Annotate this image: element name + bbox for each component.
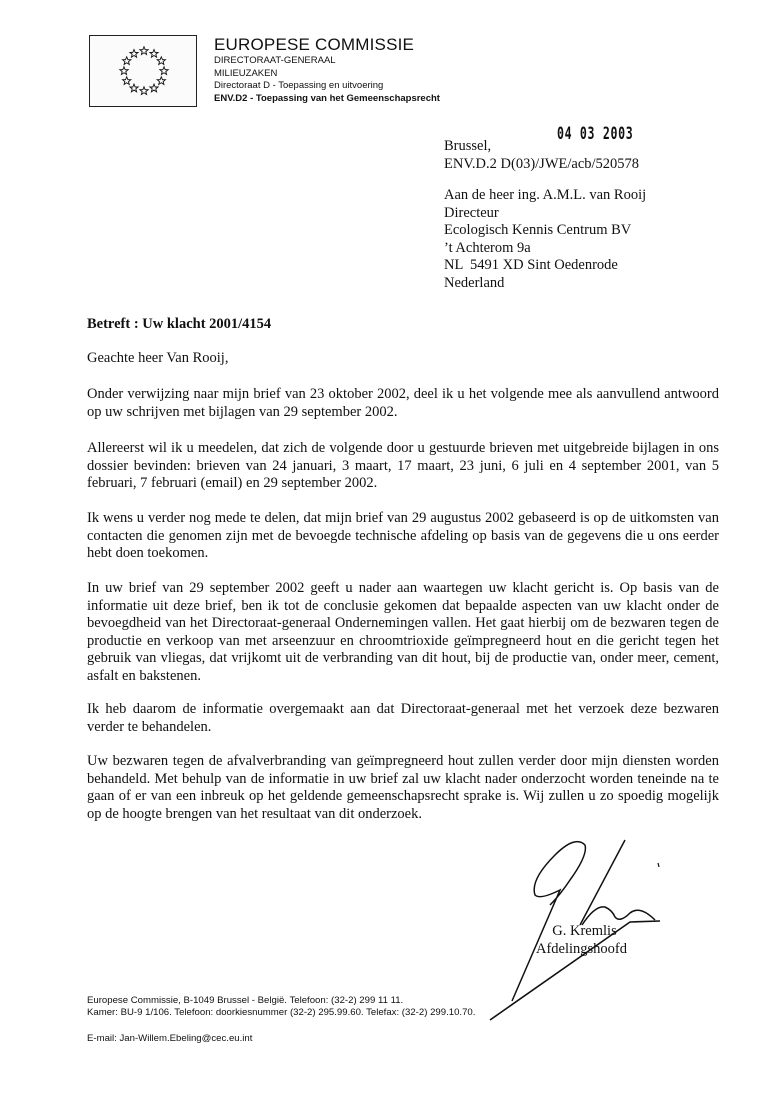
- recipient-address: [444, 187, 646, 293]
- body-paragraph: Ik heb daarom de informatie overgemaakt aan dat Directoraat-generaal met het verzoek deze bezwaren verder te behandelen.: [87, 701, 719, 735]
- body-paragraph: Ik wens u verder nog mede te delen, dat mijn brief van 29 augustus 2002 gebaseerd is op de uitkomsten van contacten die genomen zijn met de bevoegde technische afdeling op basis van de gegevens die u ons eerder hebt doen toekomen.: [87, 510, 719, 562]
- recipient-line: Directeur: [444, 204, 499, 221]
- letterhead: [214, 36, 440, 104]
- salutation: Geachte heer Van Rooij,: [87, 350, 229, 366]
- directorate-general: DIRECTORAAT-GENERAAL: [214, 55, 336, 66]
- recipient-line: ’t Achterom 9a: [444, 239, 531, 256]
- signatory: [536, 922, 627, 958]
- signatory-title: Afdelingshoofd: [536, 941, 628, 957]
- body-paragraph: In uw brief van 29 september 2002 geeft u nader aan waartegen uw klacht gericht is. Op basis van de informatie uit deze brief, ben ik tot de conclusie gekomen dat bepaalde aspecten van uw klacht onder de bevoegdheid van het Directoraat-generaal Ondernemingen vallen. Het gaat hierbij om de bezwaren tegen de productie en verkoop van met arseenzuur en chroomtrioxide geïmpregneerd hout en die gericht tegen het gebruik van vliegas, dat vrijkomt uit de verbranding van dit hout, bij de productie van, onder meer, cement, asfalt en bakstenen.: [87, 580, 719, 684]
- department: MILIEUZAKEN: [214, 67, 278, 79]
- footer-address: Europese Commissie, B-1049 Brussel - België. Telefoon: (32-2) 299 11 11.: [87, 995, 404, 1006]
- eu-flag-logo: [89, 35, 197, 107]
- body-paragraph: Allereerst wil ik u meedelen, dat zich de volgende door u gestuurde brieven met uitgebreide bijlagen in ons dossier bevinden: brieven van 24 januari, 3 maart, 17 maart, 23 juni, 6 juli en 4 september 2001, van 5 februari, 7 februari (email) en 29 september 2002.: [87, 440, 719, 492]
- recipient-line: Nederland: [444, 274, 505, 291]
- unit: ENV.D2 - Toepassing van het Gemeenschapsrecht: [214, 92, 440, 104]
- organization-name: EUROPESE COMMISSIE: [214, 35, 415, 54]
- body-paragraph: Uw bezwaren tegen de afvalverbranding van geïmpregneerd hout zullen verder door mijn diensten worden behandeld. Met behulp van de informatie in uw brief zal uw klacht nader onderzocht worden teneinde na te gaan of er van een inbreuk op het geldende gemeenschapsrecht sprake is. Wij zullen u zo spoedig mogelijk op de hoogte brengen van het resultaat van dit onderzoek.: [87, 753, 719, 822]
- footer-contact: Kamer: BU-9 1/106. Telefoon: doorkiesnummer (32-2) 295.99.60. Telefax: (32-2) 299.10.70.: [87, 1007, 476, 1018]
- reference-number: ENV.D.2 D(03)/JWE/acb/520578: [444, 156, 640, 172]
- recipient-line: Ecologisch Kennis Centrum BV: [444, 222, 632, 239]
- city: Brussel,: [444, 138, 492, 154]
- directorate: Directoraat D - Toepassing en uitvoering: [214, 80, 384, 91]
- signatory-name: G. Kremlis: [552, 923, 617, 939]
- recipient-line: Aan de heer ing. A.M.L. van Rooij: [444, 187, 647, 203]
- eu-flag-stars-icon: [90, 36, 196, 106]
- subject-line: Betreft : Uw klacht 2001/4154: [87, 316, 272, 332]
- footer-email: E-mail: Jan-Willem.Ebeling@cec.eu.int: [87, 1033, 253, 1044]
- recipient-line: NL 5491 XD Sint Oedenrode: [444, 257, 618, 274]
- date-stamp: 04 03 2003: [557, 124, 634, 144]
- body-paragraph: Onder verwijzing naar mijn brief van 23 oktober 2002, deel ik u het volgende mee als aanvullend antwoord op uw schrijven met bijlagen van 29 september 2002.: [87, 386, 719, 420]
